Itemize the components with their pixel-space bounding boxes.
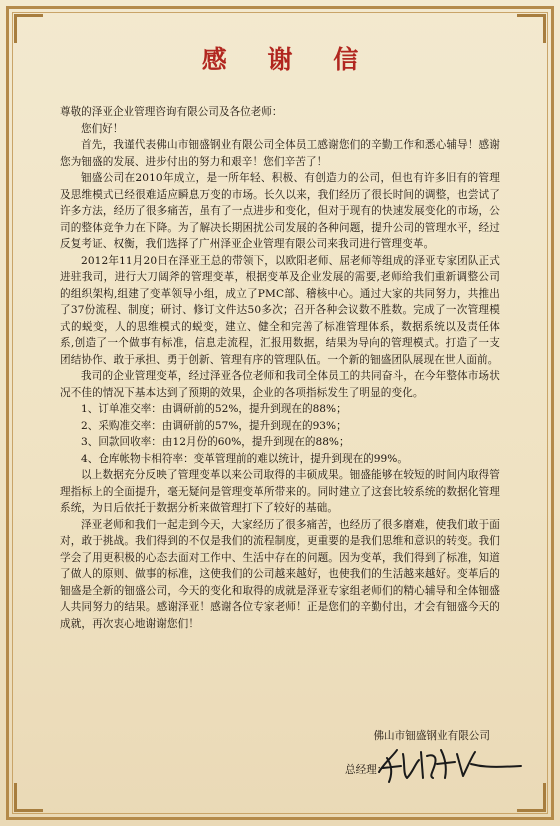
corner-ornament-bottom-left [14,783,43,812]
paragraph-reform-process: 2012年11月20日在泽亚王总的带领下，以欧阳老师、屈老师等组成的泽亚专家团队正式进驻我司，进行大刀阔斧的管理变革，根据变革及企业发展的需要,老师给我们重新调整公司的组织架构,组建了变革领导小组，成立了PMC部、稽核中心。通过大家的共同努力，共推出了37份流程、制度；研讨、修订文件达50多次；召开各种会议数不胜数。完成了一次管理模式的蜕变，人的思维模式的蜕变，建立、健全和完善了标准管理体系，数据系统以及责任体系,创造了一个做事有标准，信息走流程，汇报用数据，结果为导向的管理模式。打造了一支团结协作、敢于承担、勇于创新、管理有序的管理队伍。一个新的钿盛团队展现在世人面前。 [60,254,500,366]
salutation: 尊敬的泽亚企业管理咨询有限公司及各位老师： [60,106,283,118]
stat-payment-collection-rate: 3、回款回收率：由12月份的60%，提升到现在的88%； [81,436,350,448]
greeting: 您们好！ [81,122,124,135]
stat-purchase-ontime-rate: 2、采购准交率：由调研前的57%，提升到现在的93%； [81,419,347,432]
paragraph-opening: 首先，我谨代表佛山市钿盛钢业有限公司全体员工感谢您们的辛勤工作和悉心辅导！感谢您为钿盛的发展、进步付出的努力和艰辛！您们辛苦了！ [60,139,500,168]
letter-body [60,40,500,632]
company-name: 佛山市钿盛钢业有限公司 [373,730,490,742]
paragraph-company-background: 钿盛公司在2010年成立，是一所年轻、积极、有创造力的公司，但也有许多旧有的管理及思维模式已经很难适应瞬息万变的市场。长久以来，我们经历了很长时间的调整，也尝试了许多方法，经历了很多痛苦，虽有了一点进步和变化，但对于现有的快速发展变化的市场，公司的整体竞争力在下降。为了解决长期困扰公司发展的各种问题，提升公司的管理水平，经过反复考证、权衡，我们选择了广州泽亚企业管理有限公司来我司进行管理变革。 [60,172,500,250]
paragraph-results-intro: 我司的企业管理变革，经过泽亚各位老师和我司全体员工的共同奋斗，在今年整体市场状况不佳的情况下基本达到了预期的效果，企业的各项指标发生了明显的变化。 [60,370,500,399]
manager-label: 总经理： [345,764,388,776]
handwritten-signature [375,742,525,788]
corner-ornament-top-left [14,14,43,43]
paragraph-gratitude: 泽亚老师和我们一起走到今天，大家经历了很多痛苦，也经历了很多磨难，使我们敢于面对，敢于挑战。我们得到的不仅是我们的流程制度，更重要的是我们思维和意识的转变。我们学会了用更积极的心态去面对工作中、生活中存在的问题。因为变革，我们得到了标准，知道了做人的原则、做事的标准，这使我们的公司越来越好，也使我们的生活越来越好。变革后的钿盛是全新的钿盛公司，今天的变化和取得的成就是泽亚专家组老师们的精心辅导和全体钿盛人共同努力的结果。感谢泽亚！感谢各位专家老师！正是您们的辛勤付出，才会有钿盛今天的成就，再次衷心地谢谢您们！ [60,518,500,630]
paragraph-results-summary: 以上数据充分反映了管理变革以来公司取得的丰硕成果。钿盛能够在较短的时间内取得管理指标上的全面提升，毫无疑问是管理变革所带来的。同时建立了这套比较系统的数据化管理系统，为日后依托于数据分析来做管理打下了较好的基础。 [60,469,500,514]
stat-warehouse-accuracy-rate: 4、仓库帐物卡相符率：变革管理前的难以统计，提升到现在的99%。 [81,452,408,465]
corner-ornament-top-right [517,14,546,43]
letter-title: 感 谢 信 [201,45,375,74]
stat-order-ontime-rate: 1、订单准交率：由调研前的52%，提升到现在的88%； [81,403,347,415]
